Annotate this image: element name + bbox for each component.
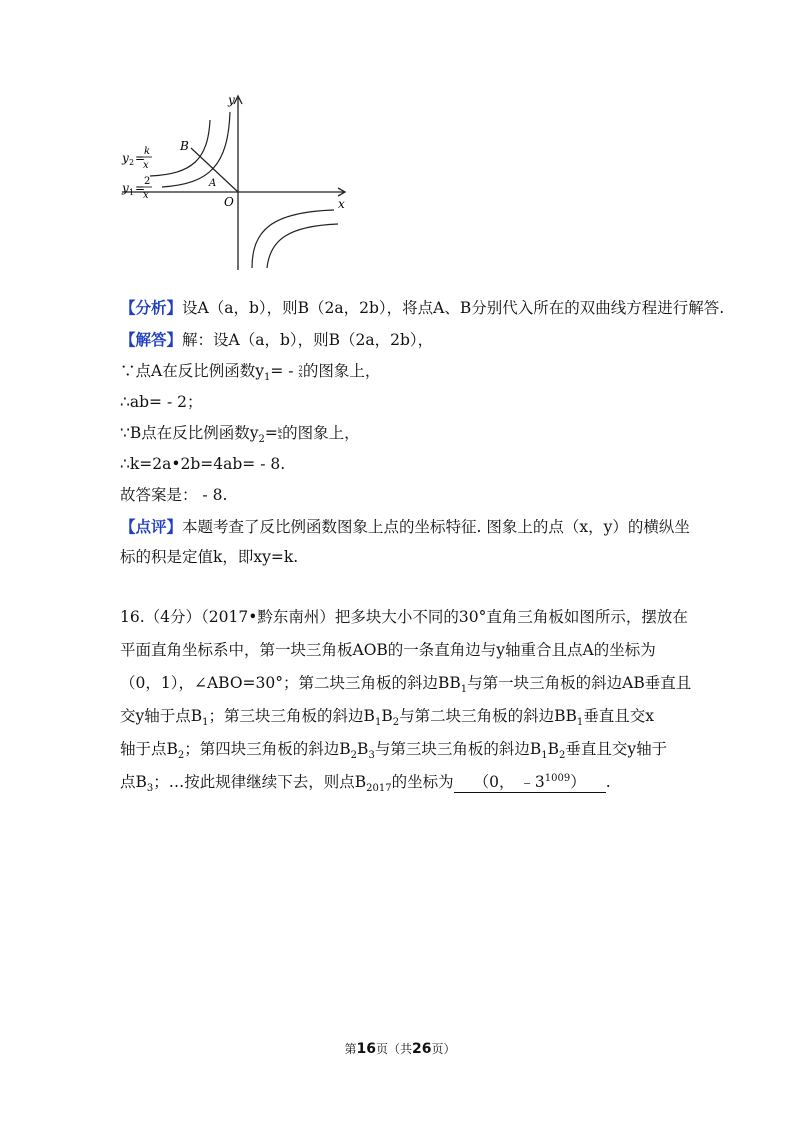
q5-sub1: 2 (177, 750, 185, 762)
solution-line (120, 329, 433, 351)
step1-text-c: 的图象上， (302, 362, 381, 380)
y-axis-label: y (228, 93, 235, 107)
q4-sub4: 1 (576, 717, 584, 729)
analysis-line (120, 297, 724, 319)
footer-total-pages: 26 (412, 1041, 432, 1057)
question-line-2: 平面直角坐标系中，第一块三角板AOB的一条直角边与y轴重合且点A的坐标为 (120, 641, 656, 659)
solution-tag: 【解答】 (120, 330, 183, 349)
q6-text-c: 的坐标为 (391, 773, 454, 791)
analysis-text: 设A（a，b），则B（2a，2b），将点A、B分别代入所在的双曲线方程进行解答. (182, 299, 725, 317)
y1-denominator: x (143, 190, 149, 201)
q6-sub2: 2017 (366, 783, 392, 795)
q4-sub3: 2 (392, 717, 400, 729)
comment-line-2: 标的积是定值k，即xy=k. (120, 548, 299, 566)
q4-text-d: 与第二块三角板的斜边BB (399, 707, 577, 725)
answer-exponent: 1009 (544, 772, 571, 784)
step1-text-a: ∵点A在反比例函数y (120, 362, 264, 380)
q5-text-a: 轴于点B (120, 740, 178, 758)
question-line-5 (120, 737, 667, 761)
step3-text-a: ∵B点在反比例函数y (120, 424, 259, 442)
answer-text-a: （0， ﹣3 (473, 773, 545, 791)
y2-equals: = (135, 151, 146, 165)
comment-tag: 【点评】 (120, 517, 183, 536)
q5-sub4: 1 (541, 750, 548, 762)
y1-sub: 1 (129, 188, 135, 197)
q5-text-e: B (547, 740, 559, 758)
question-line-1: 16.（4分）（2017•黔东南州）把多块大小不同的30°直角三角板如图所示，摆放在 (120, 608, 688, 626)
origin-label: O (224, 195, 234, 209)
q4-text-c: B (381, 707, 393, 725)
solution-step-2: ∴ab= - 2； (120, 393, 203, 411)
y1-equals: = (135, 181, 146, 195)
q5-sub3: 3 (368, 750, 375, 762)
question-line-4 (120, 704, 654, 728)
step1-text-b: = - (270, 362, 299, 380)
footer-mid: 页（共 (375, 1042, 412, 1056)
hyperbola-figure (112, 90, 357, 275)
solution-step-3 (120, 422, 360, 451)
answer-text-b: ） (570, 773, 586, 791)
q5-sub2: 2 (350, 750, 358, 762)
q3-sub: 1 (460, 684, 468, 696)
step3-frac-den: x (278, 433, 282, 441)
x-axis-label: x (338, 197, 345, 211)
point-b-label: B (180, 139, 189, 153)
q4-sub1: 1 (202, 717, 209, 729)
q5-sub5: 2 (558, 750, 566, 762)
q3-text-b: 与第一块三角板的斜边AB垂直且 (467, 674, 692, 692)
y1-label: y (122, 181, 129, 195)
step1-frac-den: x (298, 371, 303, 379)
y1-curve-right (267, 224, 338, 268)
comment-line-1 (120, 516, 690, 538)
comment-text-1: 本题考查了反比例函数图象上点的坐标特征. 图象上的点（x，y）的横纵坐 (182, 518, 690, 536)
point-a-label: A (209, 178, 217, 189)
q6-text-b: ；…按此规律继续下去，则点B (153, 773, 367, 791)
footer-prefix: 第 (344, 1042, 357, 1056)
hyperbola-graph (112, 90, 357, 275)
y2-curve-right (252, 210, 334, 268)
y2-denominator: x (143, 160, 149, 171)
footer-page-number: 16 (356, 1041, 376, 1057)
q5-text-d: 与第三块三角板的斜边B (374, 740, 542, 758)
q3-text-a: （0，1），∠ABO=30°；第二块三角板的斜边BB (120, 674, 461, 692)
answer-blank (454, 770, 606, 793)
step1-sub: 1 (263, 372, 271, 384)
solution-step-4: ∴k=2a•2b=4ab= - 8. (120, 455, 286, 473)
solution-answer: 故答案是： - 8. (120, 486, 228, 504)
solution-step-1 (120, 360, 380, 389)
q5-text-b: ；第四块三角板的斜边B (184, 740, 351, 758)
analysis-tag: 【分析】 (120, 298, 183, 317)
q5-text-f: 垂直且交y轴于 (565, 740, 668, 758)
step3-text-b: = (264, 424, 278, 442)
y2-sub: 2 (129, 158, 135, 167)
step3-text-c: 的图象上， (282, 424, 360, 442)
question-line-3 (120, 671, 691, 695)
q5-text-c: B (357, 740, 369, 758)
y2-label: y (122, 151, 129, 165)
q4-text-a: 交y轴于点B (120, 707, 203, 725)
step1-frac-num: 2 (298, 365, 303, 373)
page-footer (0, 1040, 800, 1057)
q4-text-b: ；第三块三角板的斜边B (208, 707, 375, 725)
q4-sub2: 1 (374, 717, 382, 729)
solution-text: 解：设A（a，b），则B（2a，2b）， (182, 331, 434, 349)
q4-text-e: 垂直且交x (583, 707, 654, 725)
question-line-6 (120, 770, 611, 794)
step3-sub: 2 (258, 434, 265, 446)
y1-numerator: 2 (144, 176, 151, 187)
step3-frac-num: k (277, 427, 283, 435)
footer-suffix: 页） (431, 1042, 456, 1056)
y2-numerator: k (144, 146, 151, 157)
q6-end: . (605, 773, 611, 791)
q6-text-a: 点B (120, 773, 147, 791)
q6-sub1: 3 (146, 783, 154, 795)
